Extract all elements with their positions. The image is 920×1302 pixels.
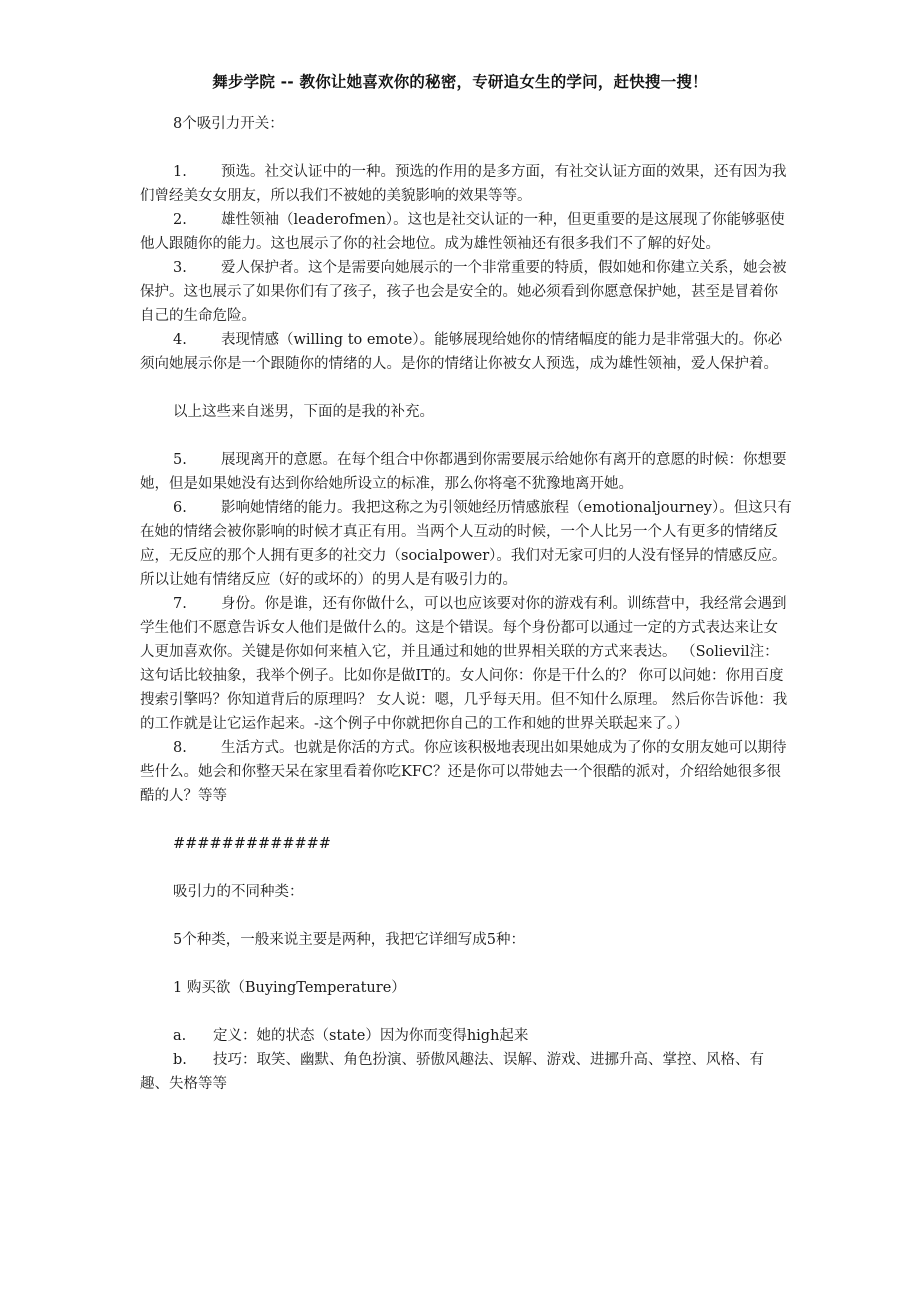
list-item-5 [140,448,792,496]
list-item-3 [140,256,792,328]
list-text: 展现离开的意愿。在每个组合中你都遇到你需要展示给她你有离开的意愿的时候：你想要她，但是如果她没有达到你给她所设立的标准，那么你将毫不犹豫地离开她。 [140,452,787,492]
list-number: 1. [173,164,187,180]
intro-line: 8个吸引力开关： [173,116,284,132]
page-header-banner: 舞步学院 -- 教你让她喜欢你的秘密，专研追女生的学问，赶快搜一搜！ [212,73,708,91]
list-number: 5. [173,452,187,468]
list-item-7 [140,592,792,736]
list-text: 预选。社交认证中的一种。预选的作用的是多方面，有社交认证方面的效果，还有因为我们曾经美女女朋友，所以我们不被她的美貌影响的效果等等。 [140,164,787,204]
list-number: b. [173,1052,187,1068]
list-item-6 [140,496,792,592]
list-number: 7. [173,596,187,612]
sub-item-a [140,1024,792,1048]
list-item-1 [140,160,792,208]
sub-item-b [140,1048,792,1096]
list-number: 2. [173,212,187,228]
list-text: 影响她情绪的能力。我把这称之为引领她经历情感旅程（emotionaljourney）。但这只有在她的情绪会被你影响的时候才真正有用。当两个人互动的时候，一个人比另一个人有更多的情绪反应，无反应的那个人拥有更多的社交力（socialpower）。我们对无家可归的人没有怪异的情感反应。所以让她有情绪反应（好的或坏的）的男人是有吸引力的。 [140,500,792,588]
list-item-2 [140,208,792,256]
list-item-8 [140,736,792,808]
section-separator: ############# [173,836,331,852]
list-number: 3. [173,260,187,276]
list-text: 爱人保护者。这个是需要向她展示的一个非常重要的特质，假如她和你建立关系，她会被保护。这也展示了如果你们有了孩子，孩子也会是安全的。她必须看到你愿意保护她，甚至是冒着你自己的生命危险。 [140,260,787,324]
list-text: 生活方式。也就是你活的方式。你应该积极地表现出如果她成为了你的女朋友她可以期待些什么。她会和你整天呆在家里看着你吃KFC？还是你可以带她去一个很酷的派对，介绍给她很多很酷的人？等等 [140,740,787,804]
list-text: 身份。你是谁，还有你做什么，可以也应该要对你的游戏有利。训练营中，我经常会遇到学生他们不愿意告诉女人他们是做什么的。这是个错误。每个身份都可以通过一定的方式表达来让女人更加喜欢你。关键是你如何来植入它，并且通过和她的世界相关联的方式来表达。 （Solievil注：这句话比较抽象，我举个例子。比如你是做IT的。女人问你：你是干什么的？ 你可以问她：你用百度搜索引擎吗？你知道背后的原理吗？ 女人说：嗯，几乎每天用。但不知什么原理。 然后你告诉他：我的工作就是让它运作起来。-这个例子中你就把你自己的工作和她的世界关联起来了。） [140,596,788,732]
list-text: 雄性领袖（leaderofmen）。这也是社交认证的一种，但更重要的是这展现了你能够驱使他人跟随你的能力。这也展示了你的社会地位。成为雄性领袖还有很多我们不了解的好处。 [140,212,785,252]
list-text: 表现情感（willing to emote）。能够展现给她你的情绪幅度的能力是非常强大的。你必须向她展示你是一个跟随你的情绪的人。是你的情绪让你被女人预选，成为雄性领袖，爱人保护着。 [140,332,783,372]
list-number: 6. [173,500,187,516]
section-title: 吸引力的不同种类： [173,884,304,900]
subsection-heading: 1 购买欲（BuyingTemperature） [173,980,406,996]
transition-line: 以上这些来自迷男，下面的是我的补充。 [173,404,434,420]
document-body [140,112,792,1096]
section-intro: 5个种类，一般来说主要是两种，我把它详细写成5种： [173,932,525,948]
list-number: 4. [173,332,187,348]
list-number: a. [173,1028,187,1044]
list-text: 定义：她的状态（state）因为你而变得high起来 [213,1028,529,1044]
list-number: 8. [173,740,187,756]
list-text: 技巧：取笑、幽默、角色扮演、骄傲风趣法、误解、游戏、进挪升高、掌控、风格、有趣、失格等等 [140,1052,764,1092]
list-item-4 [140,328,792,376]
